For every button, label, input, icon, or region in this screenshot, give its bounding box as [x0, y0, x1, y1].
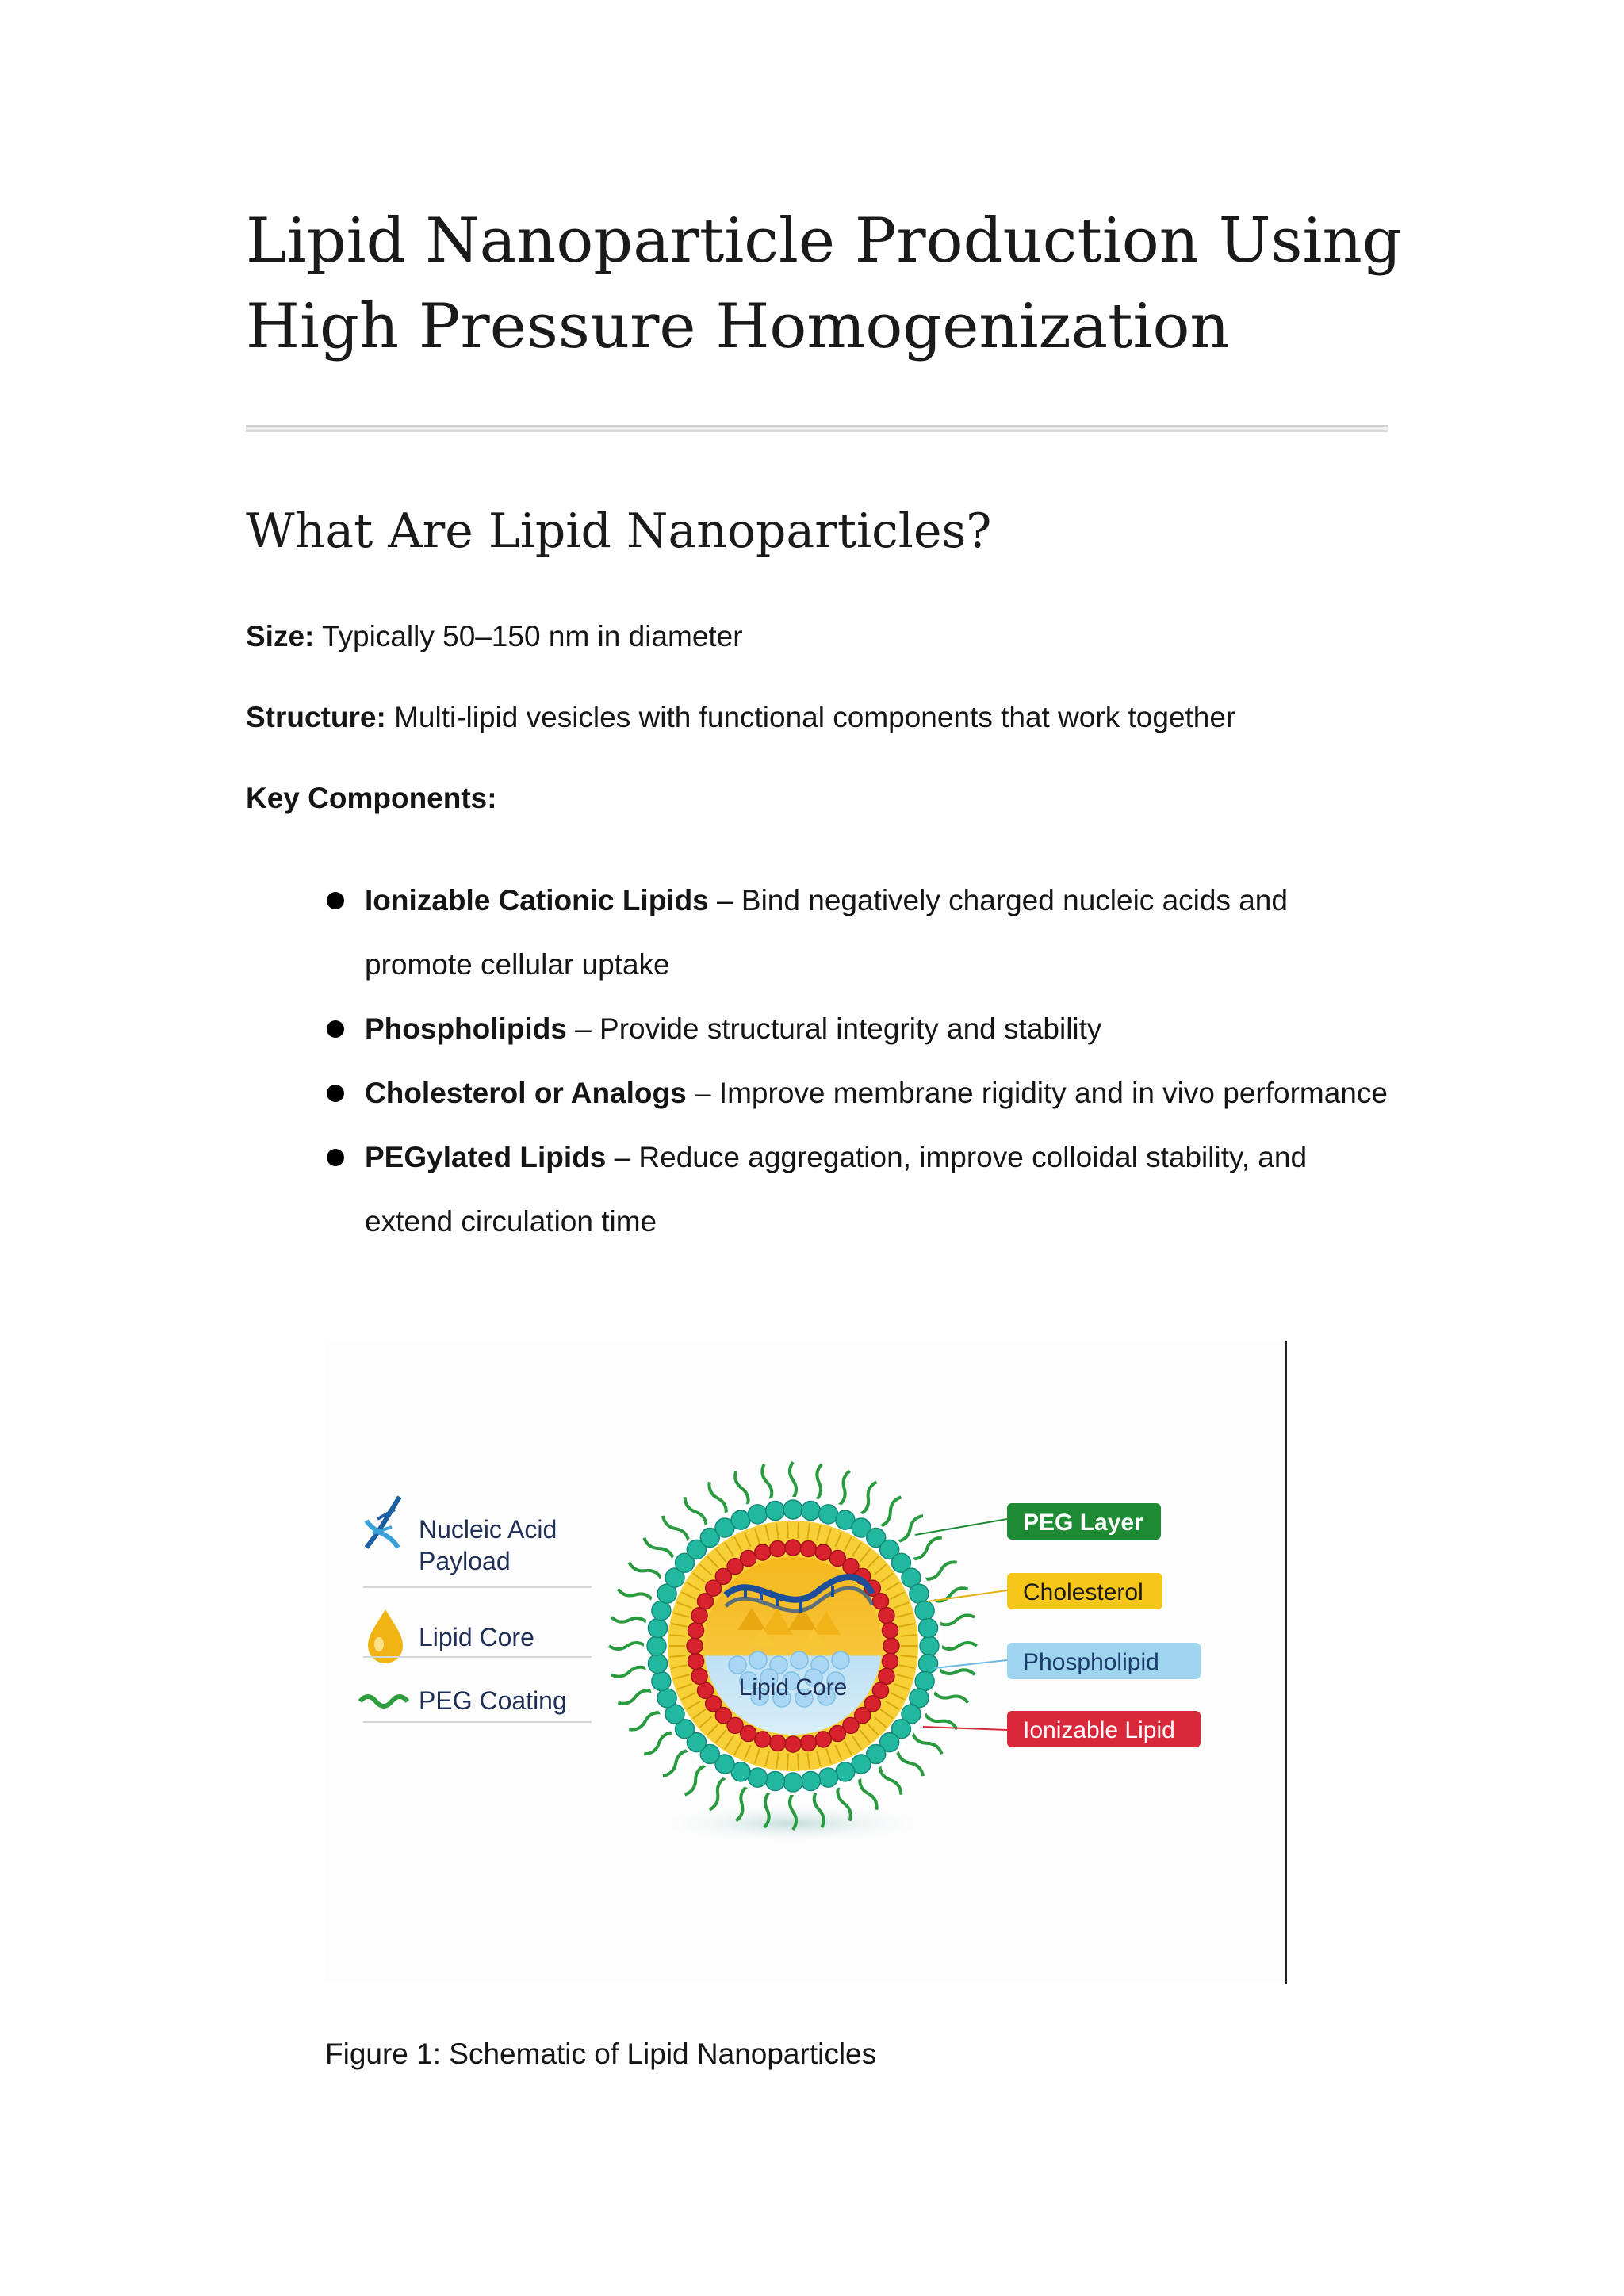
peg-tail — [940, 1643, 977, 1649]
peg-tail — [629, 1712, 661, 1729]
legend-nucleic-acid-line1: Nucleic Acid — [419, 1515, 557, 1544]
aqueous-bead — [729, 1656, 746, 1674]
peg-tail — [611, 1617, 647, 1623]
component-name: PEGylated Lipids — [365, 1141, 607, 1173]
peg-bead — [915, 1601, 934, 1620]
ionizable-lipid-bead — [883, 1638, 899, 1654]
key-components-line — [246, 779, 497, 818]
page-title: Lipid Nanoparticle Production Using High Pressure Homogenization — [246, 205, 1402, 362]
bullet-icon — [327, 1149, 344, 1166]
peg-tail — [925, 1562, 957, 1578]
ionizable-lipid-bead — [698, 1682, 714, 1698]
peg-bead — [910, 1584, 929, 1603]
peg-bead — [919, 1654, 938, 1673]
figure-tags — [915, 1503, 1201, 1747]
ionizable-lipid-bead — [879, 1668, 894, 1684]
peg-bead — [783, 1773, 802, 1792]
peg-tail — [898, 1516, 924, 1542]
wave-icon — [360, 1697, 408, 1706]
peg-tail — [933, 1691, 968, 1702]
peg-bead — [836, 1762, 855, 1781]
peg-bead — [648, 1654, 667, 1673]
cholesterol-stripe — [798, 1754, 799, 1770]
peg-bead — [748, 1505, 767, 1524]
ionizable-lipid-bead — [785, 1540, 801, 1556]
peg-tail — [879, 1765, 901, 1794]
peg-bead — [915, 1672, 934, 1691]
peg-bead — [819, 1505, 838, 1524]
tag-phospholipid-label: Phospholipid — [1023, 1649, 1159, 1675]
ionizable-lipid-bead — [741, 1551, 756, 1567]
peg-bead — [766, 1772, 785, 1791]
peg-tail — [898, 1751, 924, 1777]
cholesterol-stripe — [787, 1522, 788, 1538]
bullet-icon — [327, 1020, 344, 1038]
peg-bead — [647, 1636, 666, 1655]
lnp-schematic — [325, 1340, 1285, 1982]
peg-tail — [838, 1471, 849, 1506]
ionizable-lipid-bead — [879, 1608, 894, 1624]
peg-tail — [939, 1615, 975, 1624]
tag-cholesterol-label: Cholesterol — [1023, 1579, 1143, 1605]
list-item — [325, 868, 1388, 997]
cholesterol-stripe — [798, 1522, 799, 1538]
legend-peg-coating: PEG Coating — [419, 1686, 567, 1715]
tag-peg-layer-label: PEG Layer — [1023, 1510, 1143, 1536]
lnp-figure — [325, 1340, 1285, 1982]
dna-icon — [366, 1497, 400, 1548]
ionizable-lipid-bead — [755, 1732, 771, 1747]
peg-bead — [766, 1501, 785, 1520]
ionizable-lipid-bead — [815, 1732, 831, 1747]
peg-bead — [783, 1500, 802, 1519]
figure-caption: Figure 1: Schematic of Lipid Nanoparticles — [325, 2038, 877, 2070]
peg-bead — [919, 1619, 938, 1638]
peg-tail — [644, 1538, 673, 1559]
peg-tail — [860, 1482, 876, 1514]
tag-ionizable-lipid-label: Ionizable Lipid — [1023, 1717, 1175, 1743]
ionizable-lipid-bead — [882, 1623, 898, 1639]
peg-bead — [648, 1619, 667, 1638]
peg-tail — [663, 1516, 689, 1542]
legend-nucleic-acid-line2: Payload — [419, 1547, 511, 1575]
list-item — [325, 1061, 1388, 1125]
figure-right-border — [1285, 1341, 1287, 1984]
aqueous-bead — [832, 1651, 849, 1669]
component-name: Cholesterol or Analogs — [365, 1077, 687, 1109]
peg-tail — [629, 1563, 661, 1579]
peg-bead — [748, 1768, 767, 1787]
peg-tail — [685, 1765, 707, 1794]
size-line — [246, 617, 743, 656]
peg-tail — [939, 1669, 975, 1674]
structure-label: Structure: — [246, 701, 386, 733]
list-item — [325, 1125, 1388, 1253]
component-name: Ionizable Cationic Lipids — [365, 884, 709, 916]
peg-tail — [912, 1732, 941, 1754]
ionizable-lipid-bead — [800, 1735, 816, 1751]
ionizable-lipid-bead — [688, 1653, 704, 1669]
peg-bead — [657, 1689, 676, 1708]
bullet-icon — [327, 1085, 344, 1102]
peg-tail — [618, 1589, 653, 1600]
size-text: Typically 50–150 nm in diameter — [314, 620, 743, 652]
peg-tail — [611, 1667, 647, 1677]
peg-bead — [652, 1672, 671, 1691]
bullet-icon — [327, 892, 344, 909]
component-desc: – Improve membrane rigidity and in vivo performance — [686, 1077, 1388, 1109]
ionizable-lipid-bead — [882, 1653, 898, 1669]
peg-bead — [801, 1501, 820, 1520]
structure-text: Multi-lipid vesicles with functional components that work together — [385, 701, 1236, 733]
list-item — [325, 997, 1388, 1061]
ionizable-lipid-bead — [800, 1541, 816, 1557]
ionizable-lipid-bead — [691, 1608, 707, 1624]
peg-tail — [663, 1751, 689, 1777]
peg-tail — [618, 1690, 653, 1703]
component-desc: – Reduce aggregation, improve colloidal stability, and extend circulation time — [365, 1141, 1308, 1238]
peg-bead — [819, 1768, 838, 1787]
legend-lipid-core: Lipid Core — [419, 1623, 534, 1651]
peg-bead — [731, 1510, 750, 1529]
peg-tail — [685, 1497, 707, 1526]
lipid-nanoparticle — [609, 1462, 977, 1844]
ionizable-lipid-bead — [829, 1725, 845, 1741]
size-label: Size: — [246, 620, 315, 652]
droplet-icon — [368, 1609, 403, 1663]
ionizable-lipid-bead — [815, 1544, 831, 1560]
key-components-label: Key Components: — [246, 782, 497, 814]
peg-tail — [860, 1777, 876, 1810]
component-desc: – Bind negatively charged nucleic acids and promote cellular uptake — [365, 884, 1288, 981]
figure-legend — [360, 1497, 592, 1722]
section-heading: What Are Lipid Nanoparticles? — [246, 503, 992, 559]
aqueous-bead — [749, 1651, 767, 1669]
peg-tail — [816, 1464, 822, 1500]
ionizable-lipid-bead — [872, 1594, 888, 1609]
peg-tail — [912, 1538, 941, 1559]
peg-tail — [609, 1643, 645, 1649]
ionizable-lipid-bead — [755, 1544, 771, 1560]
title-divider — [246, 425, 1388, 432]
ionizable-lipid-bead — [688, 1623, 704, 1639]
ionizable-lipid-bead — [770, 1541, 786, 1557]
components-list — [325, 868, 1388, 1253]
peg-tail — [644, 1732, 673, 1754]
peg-tail — [709, 1482, 726, 1514]
component-name: Phospholipids — [365, 1012, 567, 1045]
peg-tail — [710, 1777, 726, 1810]
ionizable-lipid-bead — [691, 1668, 707, 1684]
peg-bead — [920, 1636, 939, 1655]
aqueous-bead — [791, 1651, 808, 1669]
peg-tail — [879, 1497, 901, 1526]
cholesterol-stripe — [787, 1754, 788, 1770]
component-desc: – Provide structural integrity and stability — [566, 1012, 1102, 1045]
ionizable-lipid-bead — [770, 1735, 786, 1751]
ionizable-lipid-bead — [785, 1736, 801, 1752]
peg-bead — [801, 1772, 820, 1791]
core-label: Lipid Core — [738, 1674, 848, 1701]
peg-tail — [762, 1464, 772, 1500]
ionizable-lipid-bead — [687, 1638, 703, 1654]
peg-bead — [652, 1601, 671, 1620]
peg-tail — [735, 1471, 748, 1506]
structure-line — [246, 698, 1235, 737]
peg-tail — [790, 1462, 796, 1498]
